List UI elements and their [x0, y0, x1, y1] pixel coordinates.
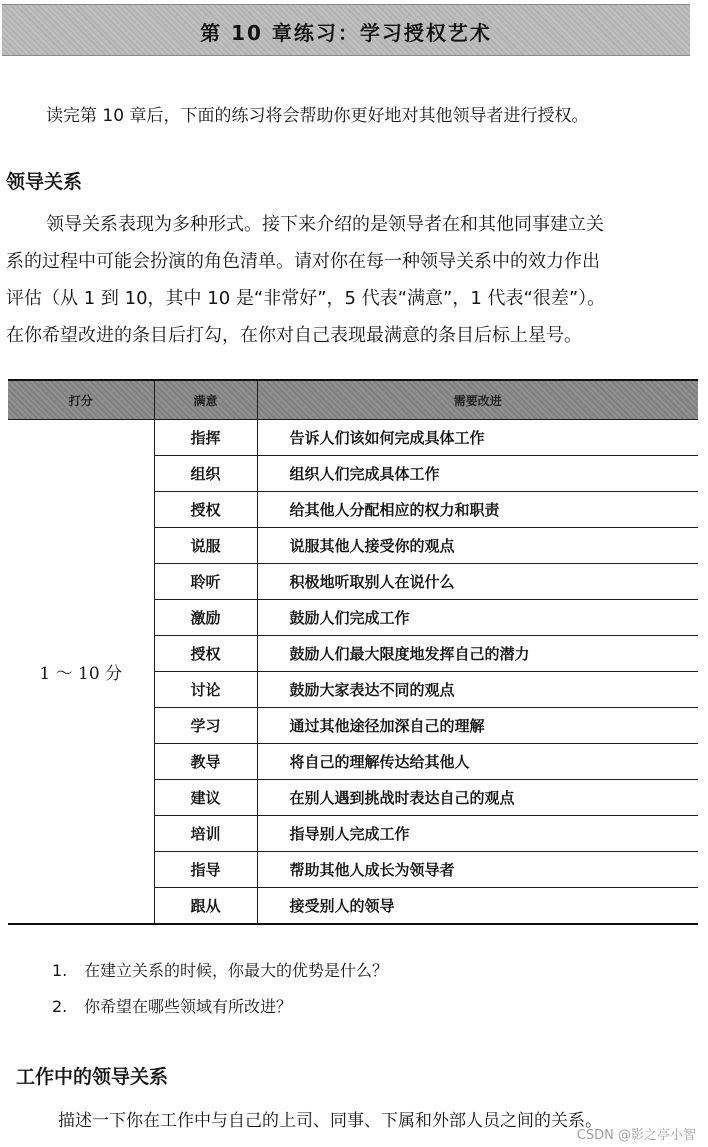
paragraph-line: 评估（从 1 到 10，其中 10 是“非常好”，5 代表“满意”，1 代表“很差”）。 [6, 288, 606, 309]
description-cell: 通过其他途径加深自己的理解 [257, 708, 698, 744]
description-cell: 接受别人的领导 [257, 888, 698, 925]
role-cell: 指导 [154, 852, 257, 888]
description-cell: 在别人遇到挑战时表达自己的观点 [257, 780, 698, 816]
paragraph-line: 系的过程中可能会扮演的角色清单。请对你在每一种领导关系中的效力作出 [6, 251, 600, 272]
description-cell: 帮助其他人成长为领导者 [257, 852, 698, 888]
leadership-roles-table [8, 379, 698, 925]
description-cell: 指导别人完成工作 [257, 816, 698, 852]
role-cell: 说服 [154, 528, 257, 564]
question-list [52, 956, 388, 1028]
role-cell: 授权 [154, 492, 257, 528]
header-score: 打分 [8, 380, 154, 420]
description-cell: 给其他人分配相应的权力和职责 [257, 492, 698, 528]
watermark: CSDN @影之亭小智 [576, 1128, 696, 1143]
description-cell: 说服其他人接受你的观点 [257, 528, 698, 564]
work-description-text: 描述一下你在工作中与自己的上司、同事、下属和外部人员之间的关系。 [58, 1111, 602, 1131]
intro-text: 读完第 10 章后，下面的练习将会帮助你更好地对其他领导者进行授权。 [46, 106, 589, 126]
description-cell: 将自己的理解传达给其他人 [257, 744, 698, 780]
description-cell: 组织人们完成具体工作 [257, 456, 698, 492]
question-item: 1. 在建立关系的时候，你最大的优势是什么？ [52, 961, 389, 980]
section-heading-work: 工作中的领导关系 [16, 1066, 169, 1088]
table-row [8, 420, 698, 456]
role-cell: 建议 [154, 780, 257, 816]
description-cell: 鼓励人们完成工作 [257, 600, 698, 636]
header-satisfied: 满意 [154, 380, 257, 420]
description-cell: 鼓励大家表达不同的观点 [257, 672, 698, 708]
description-cell: 告诉人们该如何完成具体工作 [257, 420, 698, 456]
leadership-paragraph [6, 206, 706, 354]
chapter-title: 第 10 章练习：学习授权艺术 [200, 21, 492, 45]
description-cell: 鼓励人们最大限度地发挥自己的潜力 [257, 636, 698, 672]
role-cell: 授权 [154, 636, 257, 672]
score-range-cell: 1 ～ 10 分 [8, 420, 154, 925]
question-item: 2. 你希望在哪些领域有所改进？ [52, 997, 293, 1016]
role-cell: 激励 [154, 600, 257, 636]
role-cell: 学习 [154, 708, 257, 744]
section-heading-leadership: 领导关系 [6, 171, 83, 193]
description-cell: 积极地听取别人在说什么 [257, 564, 698, 600]
chapter-banner [2, 4, 690, 56]
role-cell: 培训 [154, 816, 257, 852]
header-needs-improvement: 需要改进 [257, 380, 698, 420]
role-cell: 讨论 [154, 672, 257, 708]
role-cell: 指挥 [154, 420, 257, 456]
table-header-row [8, 380, 698, 420]
role-cell: 教导 [154, 744, 257, 780]
paragraph-line: 在你希望改进的条目后打勾，在你对自己表现最满意的条目后标上星号。 [6, 325, 582, 346]
paragraph-line: 领导关系表现为多种形式。接下来介绍的是领导者在和其他同事建立关 [46, 214, 604, 235]
role-cell: 聆听 [154, 564, 257, 600]
role-cell: 组织 [154, 456, 257, 492]
role-cell: 跟从 [154, 888, 257, 925]
